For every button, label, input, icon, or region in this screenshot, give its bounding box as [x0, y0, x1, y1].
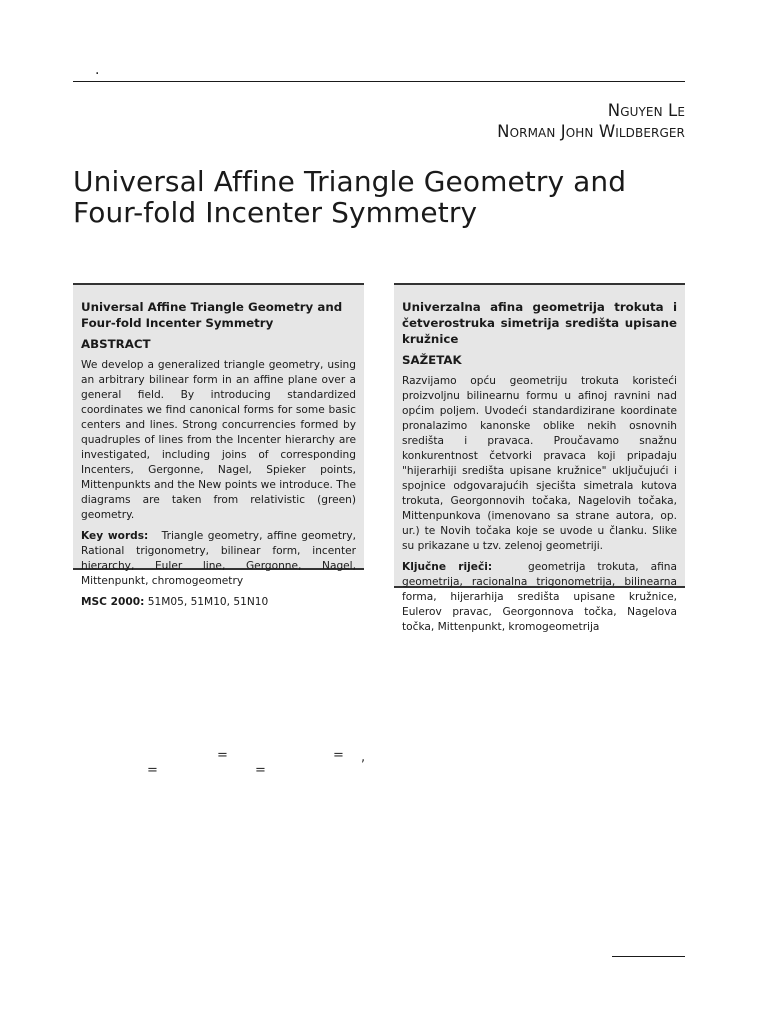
- paper-title-line: Universal Affine Triangle Geometry and: [73, 165, 627, 198]
- paper-title-line: Four-fold Incenter Symmetry: [73, 196, 478, 229]
- msc-classification: [81, 595, 356, 610]
- paper-title: [73, 166, 693, 228]
- msc-codes: 51M05, 51M10, 51N10: [147, 596, 269, 608]
- kljucne-rijeci-text: geometrija trokuta, afina geometrija, racionalna trigonometrija, bilinearna forma, hijerarhija središta upisane kružnice, Eulerov pravac, Georgonnova točka, Nagelova točka, Mittenpunkt, kromogeometrija: [402, 561, 677, 633]
- equation-fragment: =: [333, 748, 344, 763]
- keywords-text: Triangle geometry, affine geometry, Rational trigonometry, bilinear form, incenter hierarchy, Euler line, Gergonne, Nagel, Mittenpunkt, chromogeometry: [81, 530, 357, 587]
- abstract-title: Universal Affine Triangle Geometry and Four-fold Incenter Symmetry: [81, 300, 343, 330]
- top-rule: [73, 81, 685, 82]
- author-name: Norman John Wildberger: [497, 122, 685, 141]
- sazetak-title: [402, 299, 677, 347]
- kljucne-rijeci: [402, 560, 677, 635]
- header-dot: .: [95, 62, 100, 78]
- keywords-label: Key words:: [81, 530, 149, 542]
- author-name: Nguyen Le: [607, 101, 685, 120]
- msc-label: MSC 2000:: [81, 596, 145, 608]
- abstract-english: [73, 283, 364, 608]
- sazetak-title-line: Univerzalna afina geometrija trokuta i: [402, 300, 677, 314]
- author-block: [497, 100, 685, 142]
- equation-fragment: =: [217, 748, 228, 763]
- equation-fragment: =: [147, 763, 158, 778]
- kljucne-rijeci-label: Ključne riječi:: [402, 561, 493, 573]
- abstract-heading: ABSTRACT: [81, 337, 151, 351]
- sazetak-text: Razvijamo opću geometriju trokuta koristeći proizvoljnu bilinearnu formu u afinoj ravnini nad općim poljem. Uvodeći standardizirane koordinate pronalazimo kanonske oblike nekih osnovnih središta i pravaca. Proučavamo snažnu konkurentnost četvorki pravaca koji pripadaju "hijerarhiji središta upisane kružnice" uključujući i spojnice odgovarajućih sjecišta simetrala kutova trokuta, Georgonnovih točaka, Nagelovih točaka, Mittenpunkova (imenovano sa strane autora, op. ur.) te Novih točaka koje se uvode u članku. Slike su prikazane u tzv. zelenoj geometriji.: [402, 375, 677, 552]
- sazetak-heading: SAŽETAK: [402, 353, 462, 367]
- keywords: [81, 529, 356, 589]
- equation-fragment: ,: [361, 750, 366, 765]
- abstract-text: We develop a generalized triangle geometry, using an arbitrary bilinear form in an affine plane over a general field. By introducing standardized coordinates we find canonical forms for some basic centers and lines. Strong concurrencies formed by quadruples of lines from the Incenter hierarchy are investigated, including joins of corresponding Incenters, Gergonne, Nagel, Spieker points, Mittenpunkts and the New points we introduce. The diagrams are taken from relativistic (green) geometry.: [81, 359, 356, 521]
- sazetak-title-line: četverostruka simetrija središta upisane kružnice: [402, 316, 677, 346]
- abstract-croatian: [394, 283, 685, 633]
- footnote-rule: [612, 956, 685, 957]
- equation-fragment: =: [255, 763, 266, 778]
